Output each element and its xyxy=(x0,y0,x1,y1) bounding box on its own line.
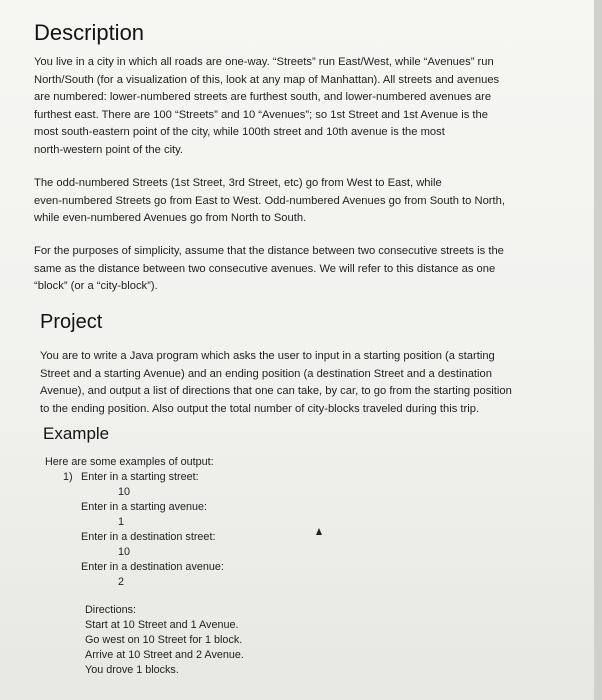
text-line: furthest east. There are 100 “Streets” and 10 “Avenues”; so 1st Street and 1st Avenue is the xyxy=(34,108,488,121)
value-starting-avenue: 1 xyxy=(118,516,125,528)
directions-step: Start at 10 Street and 1 Avenue. xyxy=(85,619,239,631)
prompt-starting-avenue: Enter in a starting avenue: xyxy=(81,501,208,513)
text-line: You live in a city in which all roads are one-way. “Streets” run East/West, while “Avenues” run xyxy=(34,56,494,68)
value-destination-avenue: 2 xyxy=(118,576,125,588)
example-intro: Here are some examples of output: xyxy=(45,456,214,468)
directions-total: You drove 1 blocks. xyxy=(85,664,179,676)
value-starting-street: 10 xyxy=(118,486,131,498)
prompt-starting-street: Enter in a starting street: xyxy=(81,471,199,483)
description-heading: Description xyxy=(34,20,145,45)
text-line: most south-eastern point of the city, while 100th street and 10th avenue is the most xyxy=(34,126,445,138)
text-line: same as the distance between two consecutive avenues. We will refer to this distance as one xyxy=(34,262,496,275)
directions-step: Arrive at 10 Street and 2 Avenue. xyxy=(85,649,244,661)
text-line: even-numbered Streets go from East to West. Odd-numbered Avenues go from South to North, xyxy=(34,194,505,207)
text-line: to the ending position. Also output the total number of city-blocks traveled during this trip. xyxy=(40,402,480,415)
prompt-destination-avenue: Enter in a destination avenue: xyxy=(81,561,224,573)
directions-step: Go west on 10 Street for 1 block. xyxy=(85,634,243,646)
page-edge xyxy=(594,0,602,700)
description-paragraph-1 xyxy=(34,54,554,159)
directions-title: Directions: xyxy=(85,604,137,616)
description-paragraph-3 xyxy=(34,243,554,296)
text-line: You are to write a Java program which asks the user to input in a starting position (a starting xyxy=(40,350,495,362)
text-line: For the purposes of simplicity, assume that the distance between two consecutive streets is the xyxy=(34,245,504,257)
project-heading: Project xyxy=(40,311,103,333)
text-line: Avenue), and output a list of directions that one can take, by car, to go from the starting position xyxy=(40,385,512,397)
text-line: while even-numbered Avenues go from North to South. xyxy=(34,212,307,224)
mouse-cursor-icon xyxy=(316,528,322,535)
text-line: North/South (for a visualization of this, look at any map of Manhattan). All streets and avenues xyxy=(34,73,500,86)
text-line: are numbered: lower-numbered streets are furthest south, and lower-numbered avenues are xyxy=(34,91,492,103)
text-line: “block” (or a “city-block”). xyxy=(34,280,158,292)
text-line: The odd-numbered Streets (1st Street, 3rd Street, etc) go from West to East, while xyxy=(34,177,442,189)
value-destination-street: 10 xyxy=(118,546,131,558)
example-heading: Example xyxy=(43,424,110,443)
prompt-destination-street: Enter in a destination street: xyxy=(81,531,216,543)
text-line: Street and a starting Avenue) and an ending position (a destination Street and a destination xyxy=(40,367,492,380)
example-number: 1) xyxy=(63,471,73,483)
description-paragraph-2 xyxy=(34,175,554,228)
text-line: north-western point of the city. xyxy=(34,143,184,156)
project-paragraph xyxy=(40,348,540,418)
